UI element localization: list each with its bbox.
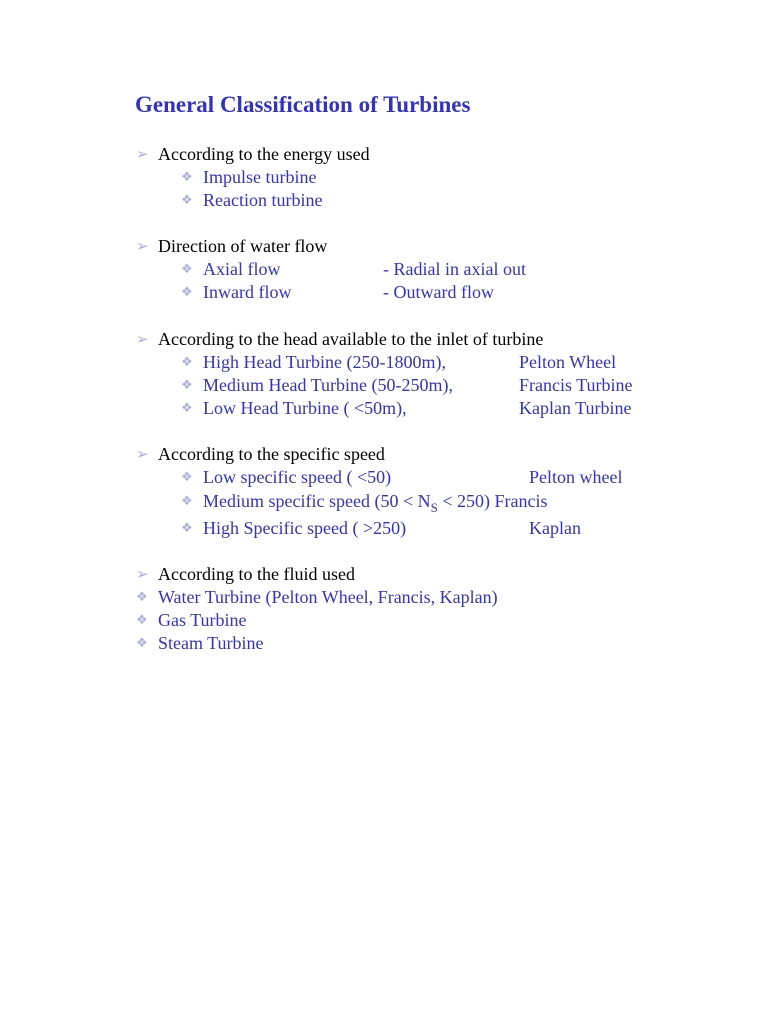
list-item: ❖ High Head Turbine (250-1800m), Pelton Wheel bbox=[181, 352, 617, 372]
list-item: ❖ Impulse turbine bbox=[181, 167, 317, 187]
arrowhead-bullet-icon: ➢ bbox=[136, 330, 149, 348]
list-item: ❖ Axial flow - Radial in axial out bbox=[181, 259, 526, 279]
four-point-star-bullet-icon: ❖ bbox=[181, 470, 193, 485]
four-point-star-bullet-icon: ❖ bbox=[181, 193, 193, 208]
four-point-star-bullet-icon: ❖ bbox=[181, 494, 193, 509]
list-item: ❖ Inward flow - Outward flow bbox=[181, 282, 494, 302]
list-item: ❖ Reaction turbine bbox=[181, 190, 323, 210]
four-point-star-bullet-icon: ❖ bbox=[181, 521, 193, 536]
page-title: General Classification of Turbines bbox=[135, 92, 471, 117]
four-point-star-bullet-icon: ❖ bbox=[181, 285, 193, 300]
list-item: ❖ Low Head Turbine ( <50m), Kaplan Turbine bbox=[181, 398, 632, 418]
section-heading-energy: ➢ According to the energy used bbox=[136, 144, 370, 164]
list-item: ❖ High Specific speed ( >250) Kaplan bbox=[181, 518, 581, 538]
section-heading-direction: ➢ Direction of water flow bbox=[136, 236, 328, 256]
list-item: ❖ Medium Head Turbine (50-250m), Francis Turbine bbox=[181, 375, 633, 395]
four-point-star-bullet-icon: ❖ bbox=[136, 636, 148, 651]
section-heading-specific-speed: ➢ According to the specific speed bbox=[136, 444, 385, 464]
list-item: ❖ Water Turbine (Pelton Wheel, Francis, Kaplan) bbox=[136, 587, 498, 607]
list-item: ❖ Steam Turbine bbox=[136, 633, 264, 653]
arrowhead-bullet-icon: ➢ bbox=[136, 237, 149, 255]
four-point-star-bullet-icon: ❖ bbox=[181, 262, 193, 277]
arrowhead-bullet-icon: ➢ bbox=[136, 445, 149, 463]
four-point-star-bullet-icon: ❖ bbox=[181, 170, 193, 185]
four-point-star-bullet-icon: ❖ bbox=[181, 401, 193, 416]
list-item: ❖ Medium specific speed $(50 < N_S < 250)$ Francis bbox=[181, 491, 548, 515]
four-point-star-bullet-icon: ❖ bbox=[136, 590, 148, 605]
section-heading-head: ➢ According to the head available to the inlet of turbine bbox=[136, 329, 544, 349]
list-item: ❖ Low specific speed ( <50) Pelton wheel bbox=[181, 467, 623, 487]
arrowhead-bullet-icon: ➢ bbox=[136, 145, 149, 163]
four-point-star-bullet-icon: ❖ bbox=[136, 613, 148, 628]
arrowhead-bullet-icon: ➢ bbox=[136, 565, 149, 583]
section-heading-fluid: ➢ According to the fluid used bbox=[136, 564, 355, 584]
list-item: ❖ Gas Turbine bbox=[136, 610, 247, 630]
four-point-star-bullet-icon: ❖ bbox=[181, 378, 193, 393]
four-point-star-bullet-icon: ❖ bbox=[181, 355, 193, 370]
